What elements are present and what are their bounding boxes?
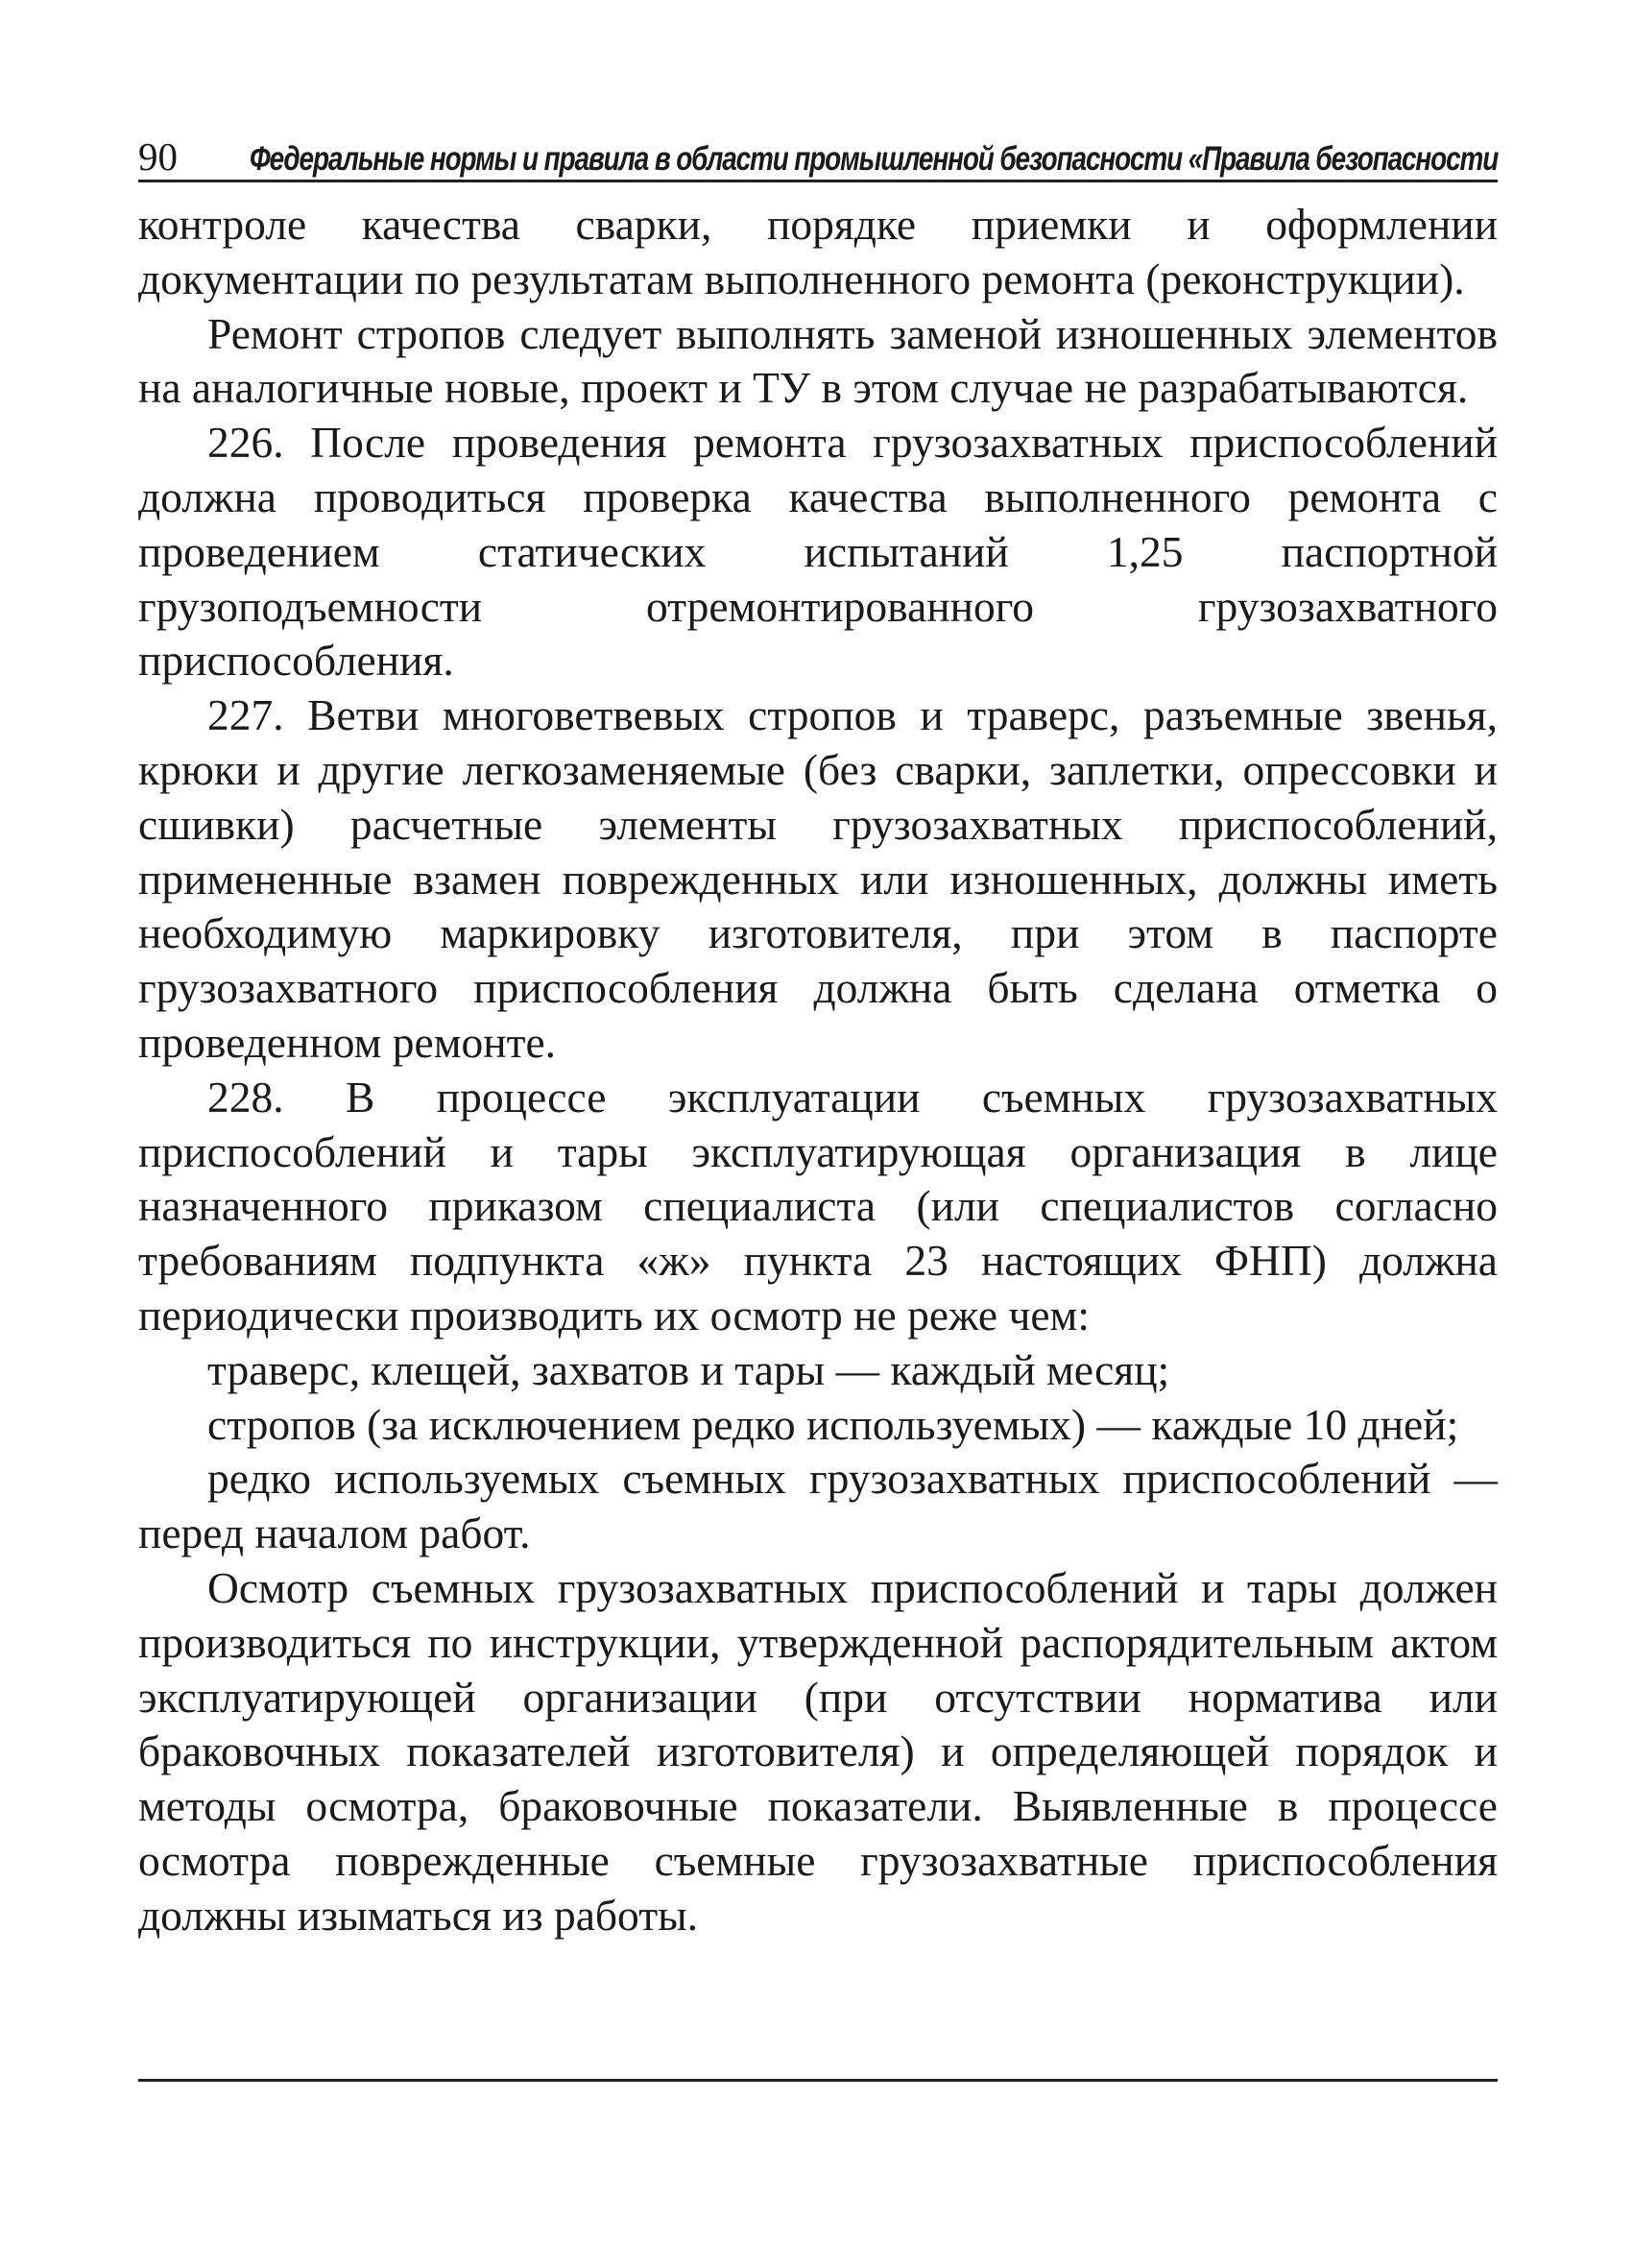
body-text [138,198,1498,1943]
paragraph-continuation: контроле качества сварки, порядке приемки и оформлении документации по результатам выполненного ремонта (реконструкции). [138,200,1498,303]
list-item-rarely-used: редко используемых съемных грузозахватных приспособлений — перед началом работ. [138,1454,1498,1558]
list-item-traverses: траверс, клещей, захватов и тары — каждый месяц; [207,1344,1170,1394]
paragraph-226: 226. После проведения ремонта грузозахватных приспособлений должна проводиться проверка качества выполненного ремонта с проведением статических испытаний 1,25 паспортной грузоподъемности отремонтированного грузозахватного приспособления. [138,418,1498,686]
running-header [138,134,1498,182]
bottom-divider [138,2079,1498,2082]
list-item-slings: стропов (за исключением редко используемых) — каждые 10 дней; [207,1399,1459,1449]
running-header-title: Федеральные нормы и правила в области промышленной безопасности «Правила безопасности [250,139,1499,178]
paragraph-inspection: Осмотр съемных грузозахватных приспособлений и тары должен производиться по инструкции, утвержденной распорядительным актом эксплуатирующей организации (при отсутствии норматива или браковочных показателей изготовителя) и определяющей порядок и методы осмотра, браковочные показатели. Выявленные в процессе осмотра поврежденные съемные грузозахватные приспособления должны изыматься из работы. [138,1562,1498,1940]
paragraph-sling-repair: Ремонт стропов следует выполнять заменой изношенных элементов на аналогичные новые, проект и ТУ в этом случае не разрабатываются. [138,308,1498,413]
paragraph-227: 227. Ветви многоветвевых стропов и траверс, разъемные звенья, крюки и другие легкозаменяемые (без сварки, заплетки, опрессовки и сшивки) расчетные элементы грузозахватных приспособлений, примененные взамен поврежденных или изношенных, должны иметь необходимую маркировку изготовителя, при этом в паспорте грузозахватного приспособления должна быть сделана отметка о проведенном ремонте. [138,690,1498,1067]
paragraph-228: 228. В процессе эксплуатации съемных грузозахватных приспособлений и тары эксплуатирующая организация в лице назначенного приказом специалиста (или специалистов согласно требованиям подпункта «ж» пункта 23 настоящих ФНП) должна периодически производить их осмотр не реже чем: [138,1072,1498,1339]
page-number: 90 [138,134,178,179]
